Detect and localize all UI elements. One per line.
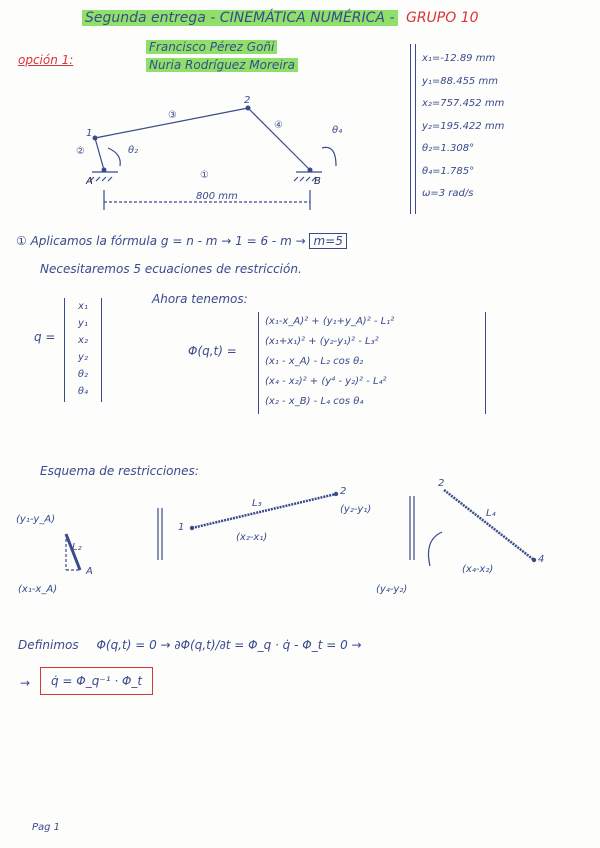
param-theta4: θ₄=1.785° bbox=[422, 165, 475, 177]
bar-3-label: ③ bbox=[168, 110, 177, 121]
phi-row: (x₁+x₁)² + (y₂-y₁)² - L₃² bbox=[265, 336, 379, 347]
scheme-title: Esquema de restricciones: bbox=[40, 464, 199, 478]
param-x1: x₁=-12.89 mm bbox=[422, 53, 496, 64]
b-pt-1 bbox=[190, 526, 194, 530]
bar-2-label: ② bbox=[76, 146, 85, 157]
q-item: y₁ bbox=[78, 318, 88, 329]
c-pt4-label: 4 bbox=[538, 554, 545, 565]
b-pt-2 bbox=[334, 492, 338, 496]
b-ylabel: (y₂-y₁) bbox=[340, 504, 372, 515]
definimos-eq: Φ(q,t) = 0 → ∂Φ(q,t)/∂t = Φ_q · q̇ - Φ_t = 0 → bbox=[96, 638, 362, 652]
pin-a-label: A bbox=[86, 176, 93, 187]
group-label: GRUPO 10 bbox=[405, 10, 479, 26]
q-item: θ₂ bbox=[77, 369, 89, 380]
b-pt1-label: 1 bbox=[178, 522, 185, 533]
pin-b-label: B bbox=[314, 176, 321, 187]
phi-label: Φ(q,t) = bbox=[188, 344, 237, 358]
q-item: y₂ bbox=[78, 352, 88, 363]
constraints-note: Necesitaremos 5 ecuaciones de restricción. bbox=[40, 262, 302, 276]
b-xlabel: (x₂-x₁) bbox=[236, 532, 268, 543]
phi-row: (x₂ - x_B) - L₄ cos θ₄ bbox=[265, 396, 364, 407]
param-x2: x₂=757.452 mm bbox=[422, 98, 505, 109]
theta2-label: θ₂ bbox=[128, 145, 139, 156]
a-xlabel: (x₁-x_A) bbox=[18, 584, 58, 595]
dimension-label: 800 mm bbox=[196, 191, 238, 202]
param-y1: y₁=88.455 mm bbox=[422, 75, 498, 87]
bar-1-label: ① bbox=[200, 170, 209, 181]
option-label: opción 1: bbox=[18, 53, 74, 67]
phi-intro: Ahora tenemos: bbox=[152, 292, 248, 306]
pin-2-label: 2 bbox=[244, 95, 251, 106]
c-pt-4 bbox=[532, 558, 536, 562]
c-len: L₄ bbox=[486, 508, 496, 519]
a-pt: A bbox=[86, 566, 93, 577]
phi-row: (x₁-x_A)² + (y₁+y_A)² - L₁² bbox=[265, 316, 395, 327]
definimos-lead: Definimos bbox=[18, 638, 79, 652]
pin-1-label: 1 bbox=[86, 128, 93, 139]
theta4-label: θ₄ bbox=[332, 125, 343, 136]
a-len: L₂ bbox=[72, 542, 82, 553]
c-ylabel: (y₄-y₂) bbox=[376, 584, 408, 595]
param-omega: ω=3 rad/s bbox=[422, 188, 474, 199]
link-l4 bbox=[444, 490, 534, 560]
formula-line: ① Aplicamos la fórmula g = n - m → 1 = 6 - m → m=5 bbox=[16, 234, 347, 248]
q-item: x₂ bbox=[78, 335, 88, 346]
a-ylabel: (y₁-y_A) bbox=[16, 514, 56, 525]
c-arc bbox=[429, 532, 443, 566]
m-result-box: m=5 bbox=[309, 233, 346, 249]
q-item: θ₄ bbox=[77, 386, 89, 397]
link-l3 bbox=[192, 494, 336, 528]
phi-row: (x₄ - x₂)² + (y⁴ - y₂)² - L₄² bbox=[265, 376, 387, 387]
result-arrow: → bbox=[20, 676, 31, 690]
c-xlabel: (x₄-x₂) bbox=[462, 564, 494, 575]
author-2: Nuria Rodríguez Moreira bbox=[146, 58, 298, 72]
q-item: x₁ bbox=[78, 301, 88, 312]
q-label: q = bbox=[34, 330, 56, 344]
phi-row: (x₁ - x_A) - L₂ cos θ₂ bbox=[265, 356, 364, 367]
definimos-line bbox=[18, 638, 362, 652]
b-len: L₃ bbox=[252, 498, 262, 509]
page-number: Pag 1 bbox=[32, 822, 61, 833]
author-1: Francisco Pérez Goñi bbox=[146, 40, 277, 54]
title-text: Segunda entrega - CINEMÁTICA NUMÉRICA - bbox=[82, 10, 398, 26]
param-theta2: θ₂=1.308° bbox=[422, 143, 475, 154]
param-y2: y₂=195.422 mm bbox=[422, 120, 505, 132]
velocity-result-box: q̇ = Φ_q⁻¹ · Φ_t bbox=[40, 667, 153, 695]
b-pt2-label: 2 bbox=[340, 486, 347, 497]
bar-4-label: ④ bbox=[274, 120, 283, 131]
c-pt2-label: 2 bbox=[438, 478, 445, 489]
